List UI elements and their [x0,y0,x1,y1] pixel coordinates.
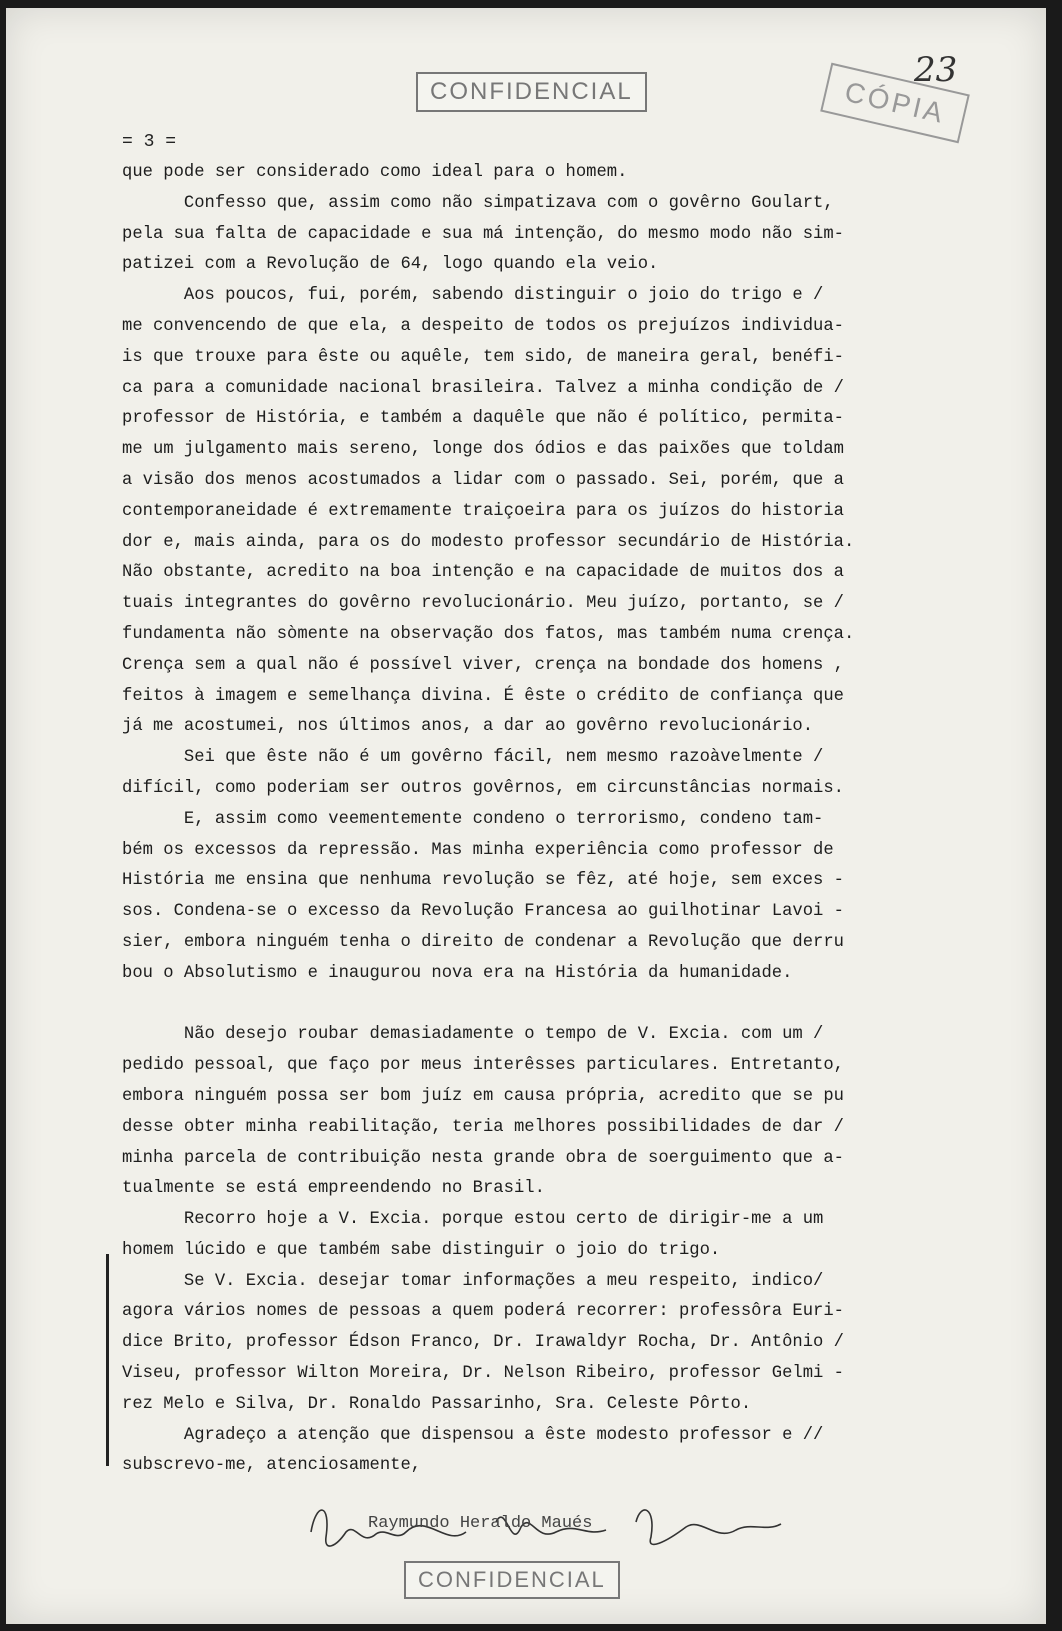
margin-mark [106,1254,109,1466]
text-line: rez Melo e Silva, Dr. Ronaldo Passarinho, Sra. Celeste Pôrto. [122,1394,752,1414]
text-line: Viseu, professor Wilton Moreira, Dr. Nelson Ribeiro, professor Gelmi - [122,1364,844,1384]
text-line: sier, embora ninguém tenha o direito de condenar a Revolução que derru [122,932,844,952]
text-line: História me ensina que nenhuma revolução se fêz, até hoje, sem exces - [122,871,844,891]
page-number: = 3 = [122,132,177,152]
text-line: sos. Condena-se o excesso da Revolução Francesa ao guilhotinar Lavoi - [122,902,844,922]
text-line: Confesso que, assim como não simpatizava com o govêrno Goulart, [122,193,834,213]
copia-stamp: CÓPIA [820,63,970,144]
text-line: professor de História, e também a daquêle que não é político, permita- [122,409,844,429]
text-line: tualmente se está empreendendo no Brasil. [122,1179,545,1199]
text-line: bou o Absolutismo e inaugurou nova era na História da humanidade. [122,963,793,983]
text-line: pela sua falta de capacidade e sua má intenção, do mesmo modo não sim- [122,224,844,244]
folio-number: 23 [914,50,958,90]
text-line: contemporaneidade é extremamente traiçoeira para os juízos do historia [122,501,844,521]
text-line: dice Brito, professor Édson Franco, Dr. Irawaldyr Rocha, Dr. Antônio / [122,1333,844,1353]
text-line: Crença sem a qual não é possível viver, crença na bondade dos homens , [122,655,844,675]
text-line: dor e, mais ainda, para os do modesto professor secundário de História. [122,532,855,552]
text-line: Não obstante, acredito na boa intenção e na capacidade de muitos dos a [122,563,844,583]
text-line: ca para a comunidade nacional brasileira. Talvez a minha condição de / [122,378,844,398]
text-line: Sei que êste não é um govêrno fácil, nem mesmo razoàvelmente / [122,748,824,768]
text-line: Não desejo roubar demasiadamente o tempo de V. Excia. com um / [122,1025,824,1045]
text-line: Recorro hoje a V. Excia. porque estou certo de dirigir-me a um [122,1210,824,1230]
text-line: patizei com a Revolução de 64, logo quando ela veio. [122,255,659,275]
typed-signature-name: Raymundo Heraldo Maués [368,1514,593,1533]
letter-page [6,8,1046,1624]
text-line: que pode ser considerado como ideal para o homem. [122,163,628,182]
text-line [122,990,1002,1021]
text-line: pedido pessoal, que faço por meus interêsses particulares. Entretanto, [122,1056,844,1076]
letter-body [122,158,1002,1482]
text-line: E, assim como veementemente condeno o terrorismo, condeno tam- [122,809,824,829]
text-line: difícil, como poderiam ser outros govêrnos, em circunstâncias normais. [122,778,844,798]
text-line: subscrevo-me, atenciosamente, [122,1456,422,1476]
text-line: Agradeço a atenção que dispensou a êste modesto professor e // [122,1425,824,1445]
text-line: tuais integrantes do govêrno revolucionário. Meu juízo, portanto, se / [122,594,844,614]
text-line: Aos poucos, fui, porém, sabendo distinguir o joio do trigo e / [122,286,824,306]
confidential-stamp-bottom: CONFIDENCIAL [404,1561,620,1599]
text-line: Se V. Excia. desejar tomar informações a meu respeito, indico/ [122,1271,824,1291]
text-line: me um julgamento mais sereno, longe dos ódios e das paixões que toldam [122,440,844,460]
text-line: a visão dos menos acostumados a lidar com o passado. Sei, porém, que a [122,470,844,490]
text-line: embora ninguém possa ser bom juíz em causa própria, acredito que se pu [122,1086,844,1106]
text-line: homem lúcido e que também sabe distinguir o joio do trigo. [122,1240,721,1260]
text-line: desse obter minha reabilitação, teria melhores possibilidades de dar / [122,1117,844,1137]
text-line: bém os excessos da repressão. Mas minha experiência como professor de [122,840,834,860]
text-line: fundamenta não sòmente na observação dos fatos, mas também numa crença. [122,624,855,644]
text-line: minha parcela de contribuição nesta grande obra de soerguimento que a- [122,1148,844,1168]
text-line: is que trouxe para êste ou aquêle, tem sido, de maneira geral, benéfi- [122,347,844,367]
text-line: me convencendo de que ela, a despeito de todos os prejuízos individua- [122,316,844,336]
confidential-stamp-top: CONFIDENCIAL [416,72,647,112]
text-line: agora vários nomes de pessoas a quem poderá recorrer: professôra Euri- [122,1302,844,1322]
text-line: já me acostumei, nos últimos anos, a dar ao govêrno revolucionário. [122,717,814,737]
text-line: feitos à imagem e semelhança divina. É êste o crédito de confiança que [122,686,844,706]
